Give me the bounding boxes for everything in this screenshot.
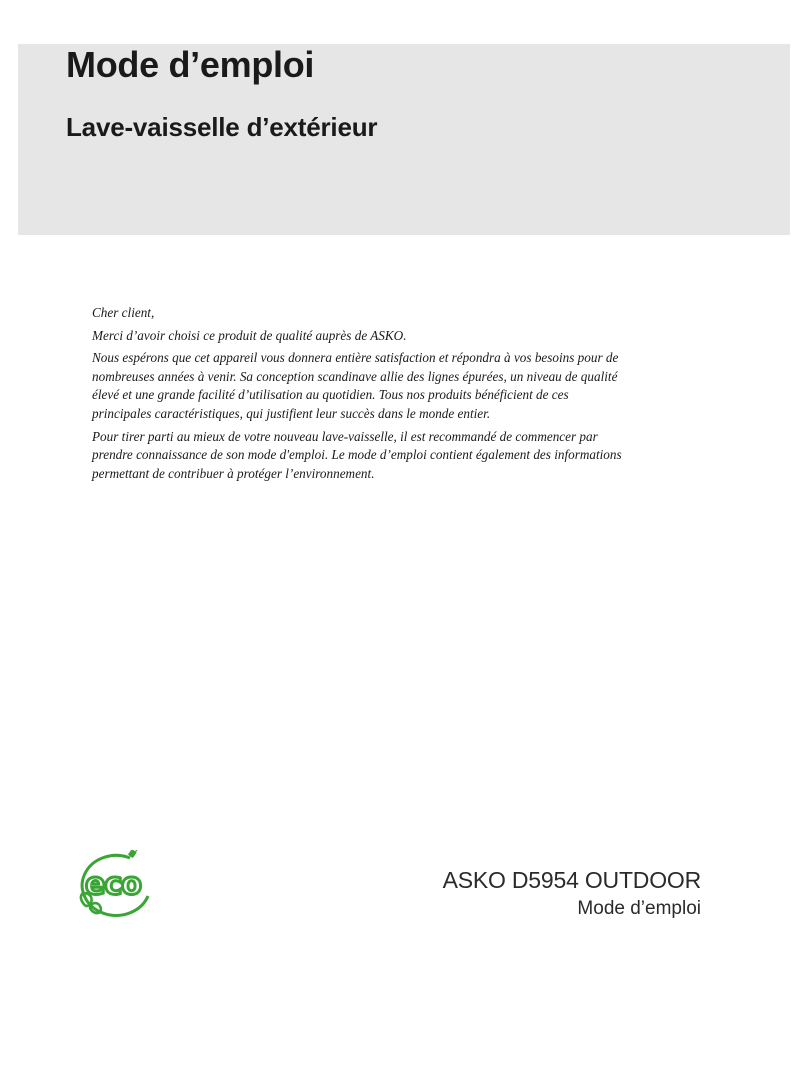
welcome-letter [92, 304, 622, 487]
product-info [443, 866, 701, 924]
letter-greeting: Cher client, [92, 305, 155, 320]
page-subtitle: Lave-vaisselle d’extérieur [66, 112, 378, 142]
letter-paragraph: Merci d’avoir choisi ce produit de qualité auprès de ASKO. [92, 327, 407, 343]
product-model: ASKO D5954 OUTDOOR [442, 867, 701, 893]
eco-logo-icon [72, 850, 156, 920]
page-title: Mode d’emploi [66, 44, 315, 85]
document-type: Mode d’emploi [577, 898, 701, 919]
letter-paragraph: Pour tirer parti au mieux de votre nouveau lave-vaisselle, il est recommandé de commencer par prendre connaissance de son mode d'emploi. Le mode d’emploi contient également des informations permettant de contribuer à protéger l’environnement. [92, 428, 622, 481]
letter-paragraph: Nous espérons que cet appareil vous donnera entière satisfaction et répondra à vos besoins pour de nombreuses années à venir. Sa conception scandinave allie des lignes épurées, un niveau de qualité élevé et une grande facilité d’utilisation au quotidien. Tous nos produits bénéficient de ces principales caractéristiques, qui justifient leur succès dans le monde entier. [92, 350, 619, 421]
svg-text:eco: eco [85, 867, 141, 902]
